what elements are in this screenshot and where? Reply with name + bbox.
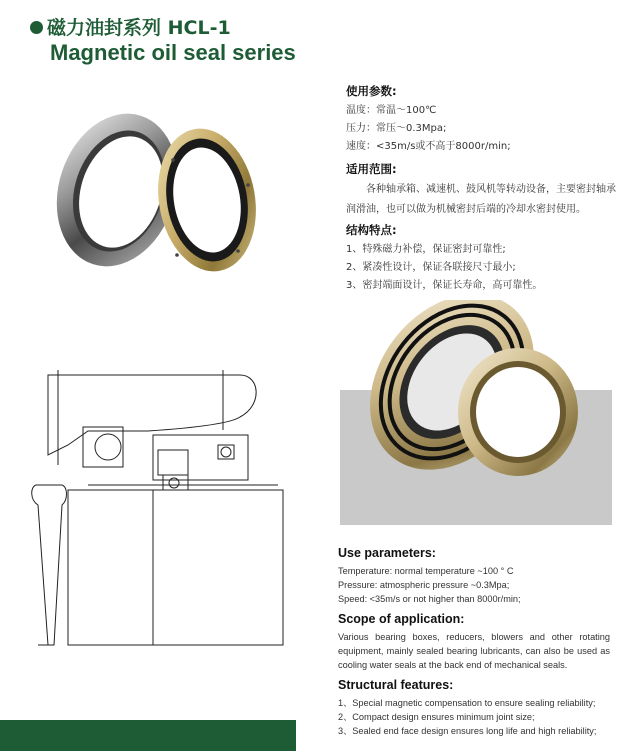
cn-params-line: 速度：<35m/s或不高于8000r/min; <box>346 141 511 152</box>
en-scope <box>338 611 610 672</box>
title-chinese <box>30 13 231 40</box>
cn-scope-heading: 适用范围: <box>346 162 397 176</box>
en-scope-text: Various bearing boxes, reducers, blowers and other rotating equipment, mainly sealed bearing lubricants, can also be used as cooling water seals at the back end of mechanical seals. <box>338 632 610 670</box>
cn-struct-line: 3、密封端面设计，保证长寿命，高可靠性。 <box>346 280 543 291</box>
en-struct-heading: Structural features: <box>338 678 454 692</box>
cn-use-parameters <box>346 82 511 156</box>
bullet-dot-icon <box>30 21 43 34</box>
cn-struct-heading: 结构特点: <box>346 223 397 237</box>
cn-struct-line: 1、特殊磁力补偿，保证密封可靠性; <box>346 244 506 255</box>
en-params-heading: Use parameters: <box>338 546 436 560</box>
cn-scope-text: 各种轴承箱、减速机、鼓风机等转动设备，主要密封轴承润滑油，也可以做为机械密封后端的冷却水密封使用。 <box>346 184 616 215</box>
product-photo-top <box>45 105 275 305</box>
en-scope-heading: Scope of application: <box>338 612 465 626</box>
cn-params-line: 温度：常温～100℃ <box>346 105 437 116</box>
cn-structural-features <box>346 221 542 295</box>
title-english: Magnetic oil seal series <box>50 40 296 65</box>
cn-struct-line: 2、紧凑性设计，保证各联接尺寸最小; <box>346 262 516 273</box>
en-structural-features <box>338 677 610 738</box>
en-struct-line: 1、Special magnetic compensation to ensure sealing reliability; <box>338 698 596 708</box>
cn-scope <box>346 160 616 220</box>
product-photo-right <box>340 300 612 525</box>
footer-green-bar <box>0 720 296 751</box>
cn-params-heading: 使用参数: <box>346 84 397 98</box>
technical-drawing <box>28 365 298 655</box>
en-params-line: Pressure: atmospheric pressure ~0.3Mpa; <box>338 580 510 590</box>
en-params-line: Speed: <35m/s or not higher than 8000r/min; <box>338 594 521 604</box>
en-use-parameters <box>338 545 610 606</box>
en-struct-line: 3、Sealed end face design ensures long life and high reliability; <box>338 726 597 736</box>
flat-seal-ring <box>458 348 578 476</box>
en-params-line: Temperature: normal temperature ~100 ° C <box>338 566 514 576</box>
cn-params-line: 压力：常压～0.3Mpa; <box>346 123 447 134</box>
en-struct-line: 2、Compact design ensures minimum joint size; <box>338 712 535 722</box>
title-chinese-text: 磁力油封系列 HCL-1 <box>47 17 231 39</box>
